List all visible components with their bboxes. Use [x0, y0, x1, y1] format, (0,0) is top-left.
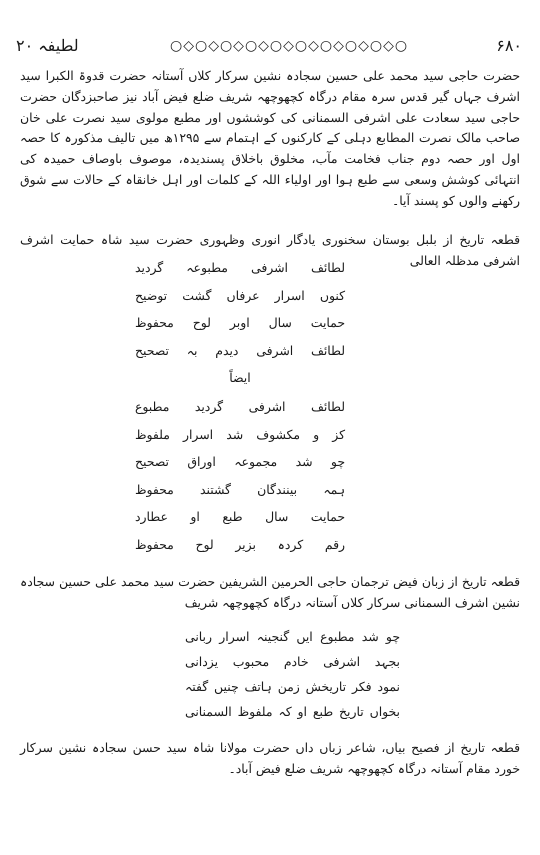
verse-line: کنوں اسرار عرفاں گشت توضیح: [135, 287, 345, 303]
header-ornament: ○◇○◇○◇○◇○◇○◇○◇○◇○◇○: [170, 38, 409, 54]
verse-block-1: [135, 254, 345, 392]
page-number: ۶۸۰: [496, 36, 522, 55]
verse-block-2: [135, 393, 345, 558]
verse-line: حمایت سال اوبر لوح محفوظ: [135, 315, 345, 330]
verse-line: لطائف اشرفی گردید مطبوع: [135, 399, 345, 414]
verse-line: چو شد مجموعہ اوراق تصحیح: [135, 454, 345, 469]
chapter-label: لطیفہ ۲۰: [16, 36, 79, 55]
verse-line: بجہد اشرفی خادم محبوب یزدانی: [185, 654, 400, 669]
heading-qita-2: قطعہ تاریخ از زبان فیض ترجمان حاجی الحرمین الشریفین حضرت سید محمد علی حسین سجادہ نشین اشرف السمنانی سرکار کلاں آستانہ درگاہ کچھوچھہ شریف: [20, 574, 520, 610]
verse-line: رقم کردہ بزیر لوح محفوظ: [135, 536, 345, 552]
verse-line: لطائف اشرفی دیدم بہ تصحیح: [135, 342, 345, 358]
page-header: [10, 34, 526, 60]
verse-line: کز و مکشوف شد اسرار ملفوظ: [135, 426, 345, 442]
verse-line: حمایت سال طبع او عطارد: [135, 509, 345, 524]
verse-line: بخواں تاریخ طبع او کہ ملفوظ السمنانی: [185, 704, 400, 719]
aizan-heading: ایضاً: [229, 370, 251, 385]
intro-paragraph: حضرت حاجی سید محمد علی حسین سجادہ نشین سرکار کلاں آستانہ حضرت قدوۃ الکبرا سید اشرف جہاں گیر قدس سرہ مقام درگاہ کچھوچھہ شریف ضلع فیض آباد نیز صاحبزدگان حضرت حاجی سید سعادت علی اشرفی السمنانی کی کوششوں اور مطبع مولوی سید نصرت علی خان صاحب مالک نصرت المطابع دہلی کے کارکنوں کے اہتمام سے ۱۲۹۵ھ میں تالیف مذکورہ کا حصہ اول اور حصہ دوم جناب فخامت مآب، مخلوق باخلاق پسندیدہ، موصوف باوصاف حمیدہ کی انتہائی کوشش وسعی سے طبع ہوا اور اولیاء اللہ کے کلمات اور اہل خانقاہ کے حالات سے شوق رکھنے والوں کو پسند آیا۔: [20, 68, 520, 208]
heading-qita-3: قطعہ تاریخ از فصیح بیاں، شاعر زباں داں حضرت مولانا شاہ سید حسن سجادہ نشین سرکار خورد مقام آستانہ درگاہ کچھوچھہ شریف ضلع فیض آباد۔: [20, 740, 520, 776]
verse-block-3: [185, 624, 400, 724]
heading-qita-1: قطعہ تاریخ از بلبل بوستان سخنوری یادگار انوری وظہوری حضرت سید شاہ حمایت اشرف اشرفی مدظلہ العالی: [20, 232, 520, 268]
verse-line: چو شد مطبوع ایں گنجینہ اسرار ربانی: [185, 629, 400, 644]
verse-line: لطائف اشرفی مطبوعہ گردید: [135, 260, 345, 275]
verse-line: ہمہ بینندگان گشتند محفوظ: [135, 481, 345, 497]
verse-line: نمود فکر تاریخش زمن ہاتف چنیں گفتہ: [185, 679, 400, 694]
